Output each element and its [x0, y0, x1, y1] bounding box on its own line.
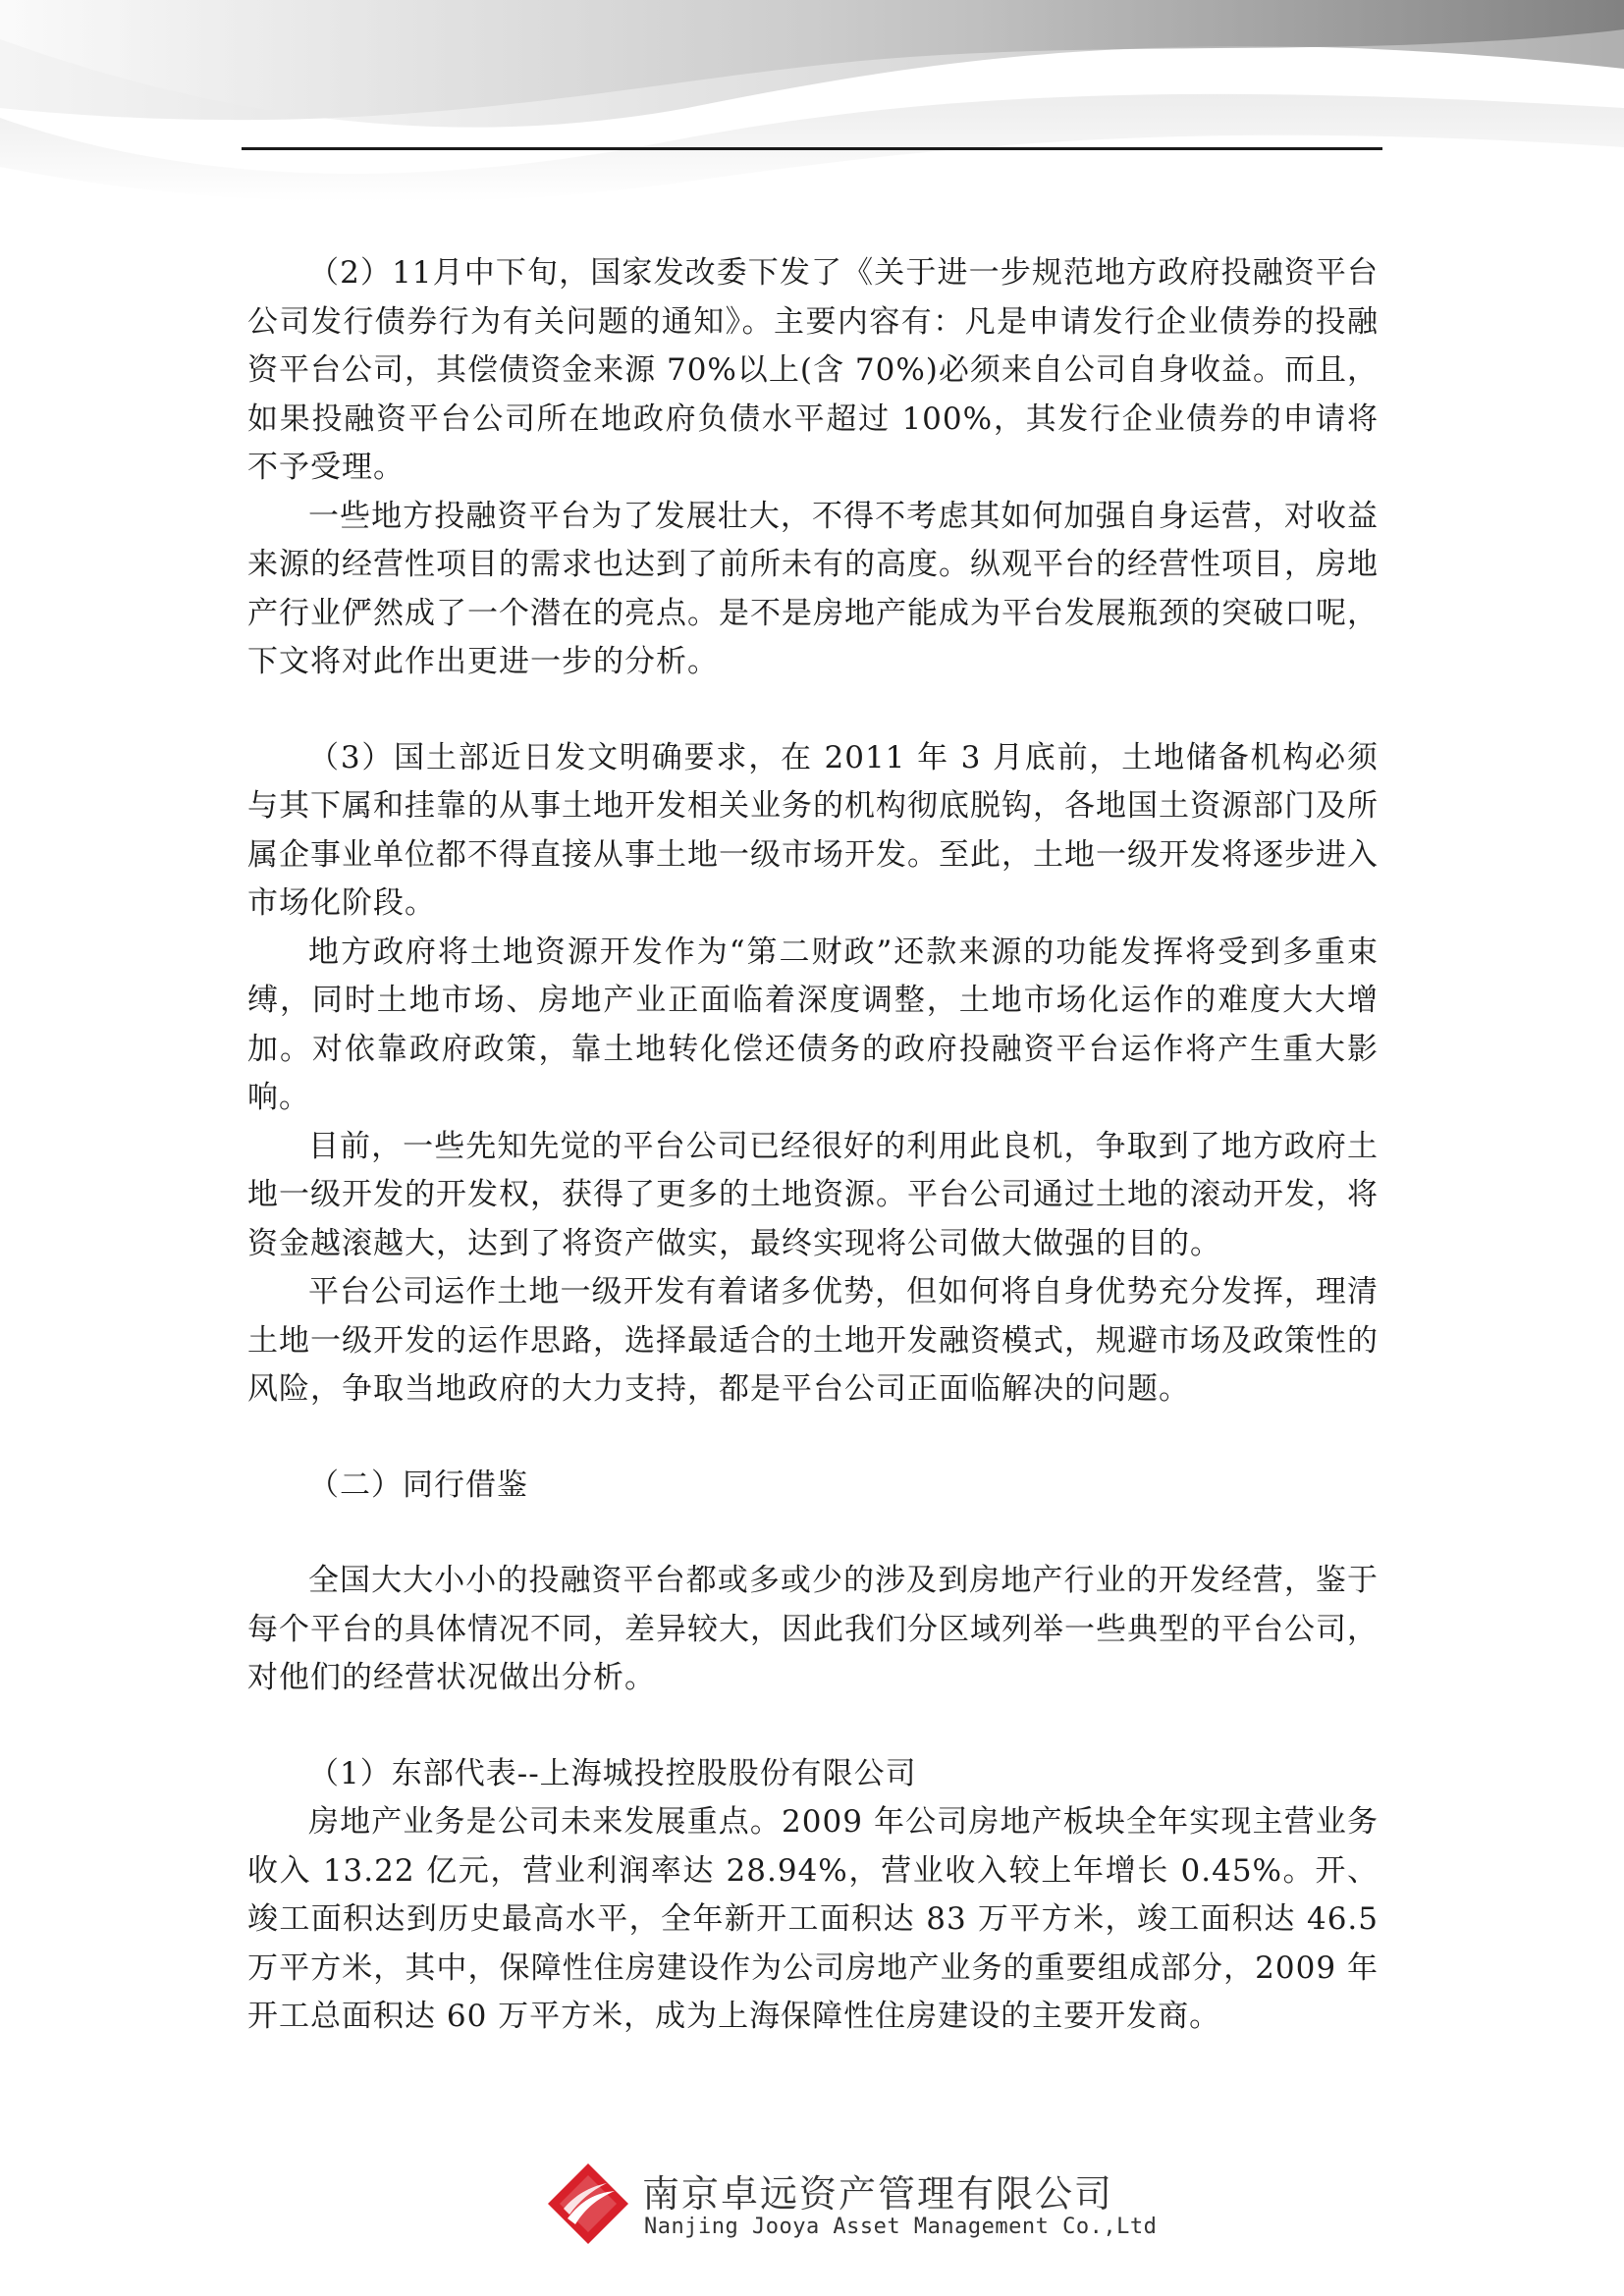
- paragraph-shanghai-realestate: 房地产业务是公司未来发展重点。2009 年公司房地产板块全年实现主营业务收入 13.22 亿元，营业利润率达 28.94%，营业收入较上年增长 0.45%。开、竣工面积达到历史最高水平，全年新开工面积达 83 万平方米，竣工面积达 46.5 万平方米，其中，保障性住房建设作为公司房地产业务的重要组成部分，2009 年开工总面积达 60 万平方米，成为上海保障性住房建设的主要开发商。: [247, 1804, 1379, 2034]
- paragraph-land-finance: 地方政府将土地资源开发作为“第二财政”还款来源的功能发挥将受到多重束缚，同时土地市场、房地产业正面临着深度调整，土地市场化运作的难度大大增加。对依靠政府政策，靠土地转化偿还债务的政府投融资平台运作将产生重大影响。: [247, 934, 1379, 1115]
- paragraph-platform-operations: 一些地方投融资平台为了发展壮大，不得不考虑其如何加强自身运营，对收益来源的经营性项目的需求也达到了前所未有的高度。纵观平台的经营性项目，房地产行业俨然成了一个潜在的亮点。是不是房地产能成为平台发展瓶颈的突破口呢，下文将对此作出更进一步的分析。: [247, 498, 1379, 679]
- paragraph-platform-advantages: 平台公司运作土地一级开发有着诸多优势，但如何将自身优势充分发挥，理清土地一级开发的运作思路，选择最适合的土地开发融资模式，规避市场及政策性的风险，争取当地政府的大力支持，都是平台公司正面临解决的问题。: [247, 1274, 1379, 1407]
- paragraph-ndrc-notice: （2）11月中下旬，国家发改委下发了《关于进一步规范地方政府投融资平台公司发行债券行为有关问题的通知》。主要内容有：凡是申请发行企业债券的投融资平台公司，其偿债资金来源 70%以上(含 70%)必须来自公司自身收益。而且，如果投融资平台公司所在地政府负债水平超过 100%，其发行企业债券的申请将不予受理。: [247, 255, 1379, 485]
- section-heading-peer-reference: （二）同行借鉴: [308, 1467, 528, 1503]
- document-body: [247, 249, 1379, 2042]
- company-name-english: Nanjing Jooya Asset Management Co.,Ltd: [644, 2215, 1158, 2239]
- paragraph-peer-intro: 全国大大小小的投融资平台都或多或少的涉及到房地产行业的开发经营，鉴于每个平台的具体情况不同，差异较大，因此我们分区域列举一些典型的平台公司，对他们的经营状况做出分析。: [247, 1563, 1379, 1695]
- footer-company-logo: [546, 2160, 1158, 2258]
- company-logo-icon: [546, 2162, 630, 2246]
- header-wave-decoration: [0, 0, 1624, 216]
- paragraph-current-opportunity: 目前，一些先知先觉的平台公司已经很好的利用此良机，争取到了地方政府土地一级开发的开发权，获得了更多的土地资源。平台公司通过土地的滚动开发，将资金越滚越大，达到了将资产做实，最终实现将公司做大做强的目的。: [247, 1128, 1379, 1261]
- header-divider: [242, 147, 1382, 150]
- paragraph-land-ministry: （3）国土部近日发文明确要求，在 2011 年 3 月底前，土地储备机构必须与其下属和挂靠的从事土地开发相关业务的机构彻底脱钩，各地国土资源部门及所属企事业单位都不得直接从事土地一级市场开发。至此，土地一级开发将逐步进入市场化阶段。: [247, 739, 1379, 921]
- company-name-chinese: 南京卓远资产管理有限公司: [642, 2172, 1114, 2216]
- subsection-heading-east: （1）东部代表--上海城投控股股份有限公司: [308, 1755, 917, 1791]
